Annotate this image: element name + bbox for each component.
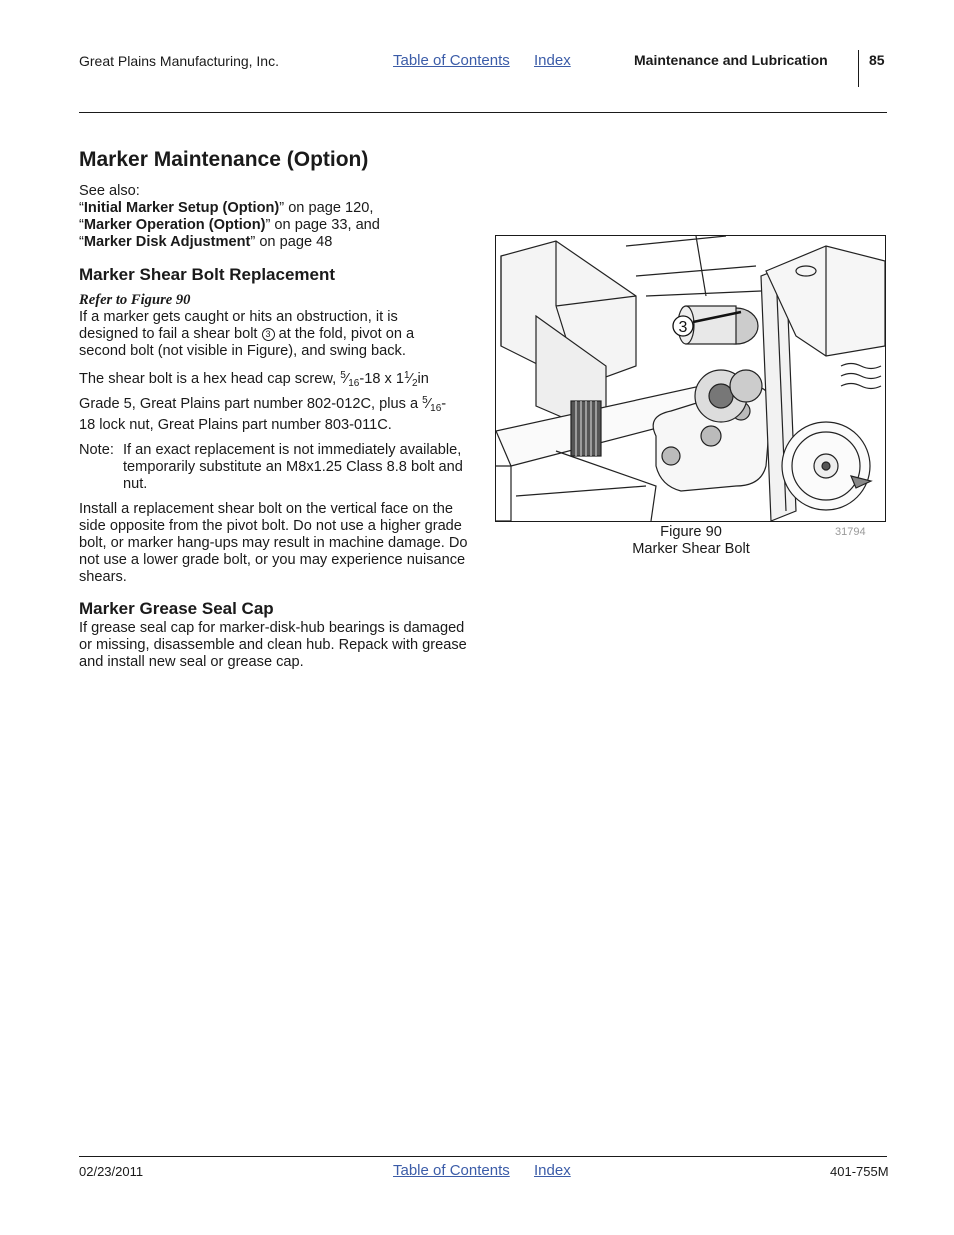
- footer-index-link[interactable]: Index: [534, 1162, 571, 1179]
- shear-bolt-para-2: The shear bolt is a hex head cap screw, $^5⁄_{16}-18$ x $1^1⁄_2in$ Grade 5, Great Plains part number 802-012C, plus a $^5⁄_{16}-18$ lock nut, Great Plains part number 803-011C.: [79, 370, 447, 433]
- shear-bolt-para-1: If a marker gets caught or hits an obstruction, it is designed to fail a shear bolt 3 at the fold, pivot on a second bolt (not visible in Figure), and swing back.: [79, 309, 415, 359]
- footer-doc-number: 401-755M: [830, 1164, 889, 1179]
- note: [79, 442, 474, 493]
- footer-toc-link[interactable]: Table of Contents: [393, 1162, 510, 1179]
- footer-rule: [79, 1156, 887, 1157]
- note-text: If an exact replacement is not immediately available, temporarily substitute an M8x1.25 Class 8.8 bolt and nut.: [123, 442, 463, 492]
- figure-label: Figure 90: [660, 524, 722, 540]
- left-column: [79, 183, 479, 671]
- marker-shear-bolt-illustration: [496, 236, 885, 521]
- figure-caption: [585, 524, 797, 558]
- company-name: Great Plains Manufacturing, Inc.: [79, 53, 279, 69]
- page-title: Marker Maintenance (Option): [79, 148, 369, 171]
- svg-text:3: 3: [678, 319, 688, 336]
- header-divider: [858, 50, 859, 87]
- see-also-ref-operation[interactable]: “Marker Operation (Option)” on page 33, and: [79, 217, 380, 233]
- figure-title: Marker Shear Bolt: [632, 541, 750, 557]
- see-also-ref-initial-setup[interactable]: “Initial Marker Setup (Option)” on page 120,: [79, 200, 374, 216]
- shear-bolt-para-3: Install a replacement shear bolt on the vertical face on the side opposite from the pivot bolt. Do not use a higher grade bolt, or marker hang-ups may result in machine damage. Do not use a lower grade bolt, or you may experience nuisance shears.: [79, 501, 468, 585]
- grease-cap-heading: Marker Grease Seal Cap: [79, 599, 274, 618]
- header-toc-link[interactable]: Table of Contents: [393, 52, 510, 69]
- footer-date: 02/23/2011: [79, 1164, 144, 1179]
- note-label: Note:: [79, 442, 114, 458]
- figure-reference[interactable]: Refer to Figure 90: [79, 292, 191, 308]
- figure-image: [495, 235, 886, 522]
- see-also-label: See also:: [79, 183, 140, 199]
- shear-bolt-heading: Marker Shear Bolt Replacement: [79, 265, 336, 284]
- figure-image-number: 31794: [835, 526, 866, 538]
- callout-3-icon: 3: [262, 328, 275, 341]
- header-rule: [79, 112, 887, 113]
- see-also-ref-disk-adjustment[interactable]: “Marker Disk Adjustment” on page 48: [79, 234, 333, 250]
- page-number: 85: [869, 52, 885, 68]
- section-title: Maintenance and Lubrication: [634, 52, 828, 68]
- header-index-link[interactable]: Index: [534, 52, 571, 69]
- grease-cap-para: If grease seal cap for marker-disk-hub bearings is damaged or missing, disassemble and clean hub. Repack with grease and install new seal or grease cap.: [79, 620, 467, 670]
